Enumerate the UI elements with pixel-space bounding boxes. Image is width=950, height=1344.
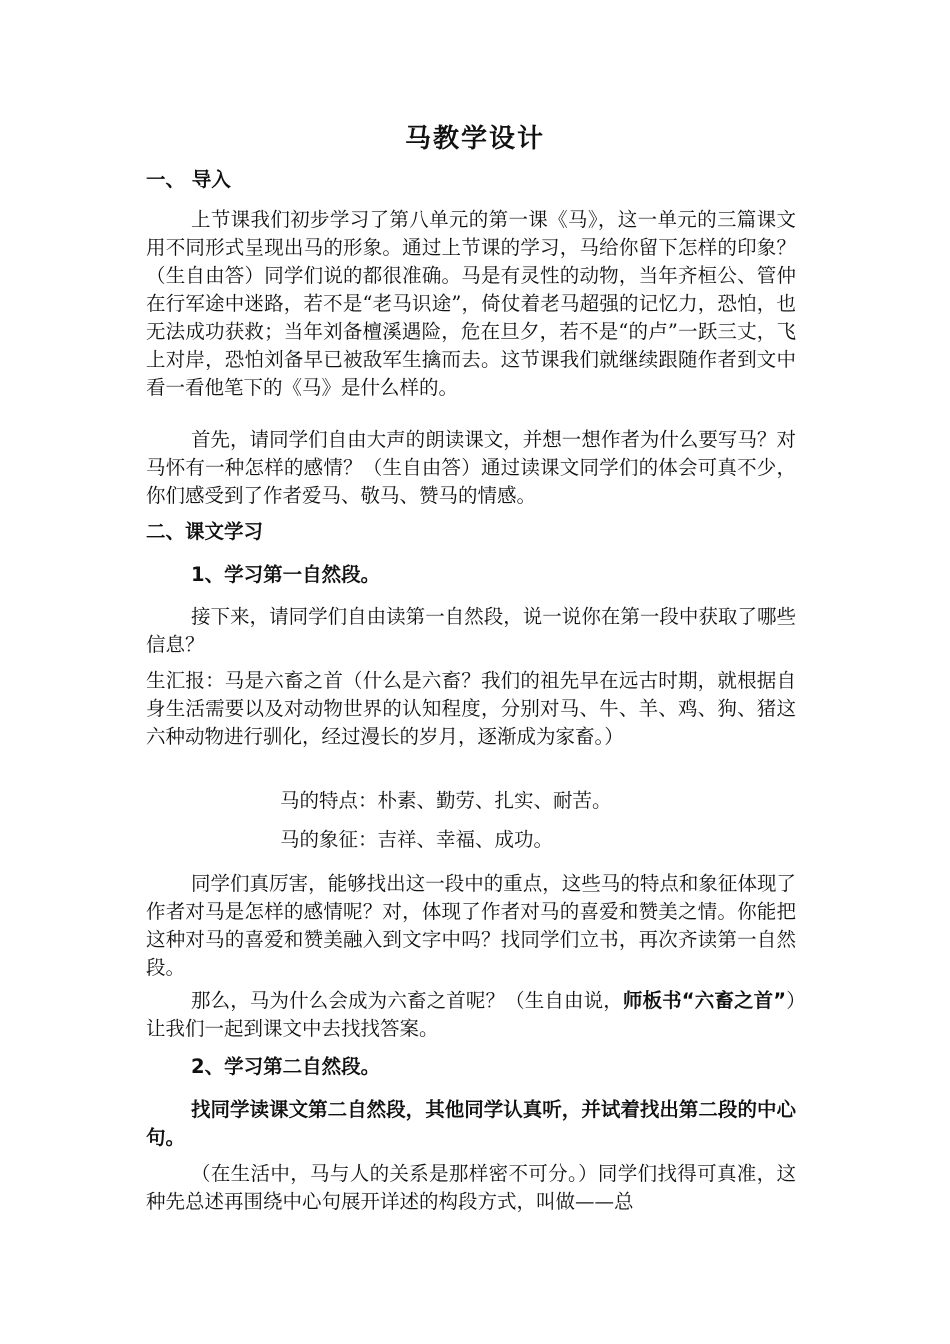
student-report-paragraph: 生汇报：马是六畜之首（什么是六畜？我们的祖先早在远古时期，就根据自身生活需要以及对动物世界的认知程度，分别对马、牛、羊、鸡、狗、猪这六种动物进行驯化，经过漫长的岁月，逐渐成为家畜。） — [146, 669, 796, 748]
paragraph-2-instruction: 找同学读课文第二自然段，其他同学认真听，并试着找出第二段的中心句。 — [146, 1098, 796, 1149]
subsection-heading-2: 2、学习第二自然段。 — [191, 1055, 381, 1078]
section-heading-intro: 一、 导入 — [146, 168, 231, 191]
transition-text-c: ）让我们一起到课文中去找找答案。 — [146, 989, 796, 1040]
horse-symbols: 马的象征：吉祥、幸福、成功。 — [280, 828, 554, 851]
paragraph-1-question: 接下来，请同学们自由读第一自然段，说一说你在第一段中获取了哪些信息？ — [146, 605, 796, 656]
horse-traits: 马的特点：朴素、勤劳、扎实、耐苦。 — [280, 789, 612, 812]
blackboard-note: 师板书“六畜之首” — [622, 989, 787, 1012]
paragraph-1-summary: 同学们真厉害，能够找出这一段中的重点，这些马的特点和象征体现了作者对马是怎样的感情呢？对，体现了作者对马的喜爱和赞美之情。你能把这种对马的喜爱和赞美融入到文字中吗？找同学们立书，再次齐读第一自然段。 — [146, 872, 796, 979]
transition-text-a: 那么，马为什么会成为六畜之首呢？（生自由说， — [191, 989, 623, 1012]
paragraph-1-transition — [146, 987, 796, 1043]
document-title: 马教学设计 — [404, 124, 545, 154]
section-heading-lesson: 二、课文学习 — [146, 520, 264, 543]
intro-paragraph-2: 首先，请同学们自由大声的朗读课文，并想一想作者为什么要写马？对马怀有一种怎样的感情？（生自由答）通过读课文同学们的体会可真不少，你们感受到了作者爱马、敬马、赞马的情感。 — [146, 428, 796, 507]
intro-paragraph-1: 上节课我们初步学习了第八单元的第一课《马》，这一单元的三篇课文用不同形式呈现出马的形象。通过上节课的学习，马给你留下怎样的印象？（生自由答）同学们说的都很准确。马是有灵性的动物，当年齐桓公、管仲在行军途中迷路，若不是“老马识途”，倚仗着老马超强的记忆力，恐怕，也无法成功获救；当年刘备檀溪遇险，危在旦夕，若不是“的卢”一跃三丈，飞上对岸，恐怕刘备早已被敌军生擒而去。这节课我们就继续跟随作者到文中看一看他笔下的《马》是什么样的。 — [146, 208, 796, 399]
subsection-heading-1: 1、学习第一自然段。 — [191, 563, 381, 586]
paragraph-2-answer: （在生活中，马与人的关系是那样密不可分。）同学们找得可真准，这种先总述再围绕中心句展开详述的构段方式，叫做——总 — [146, 1162, 796, 1213]
